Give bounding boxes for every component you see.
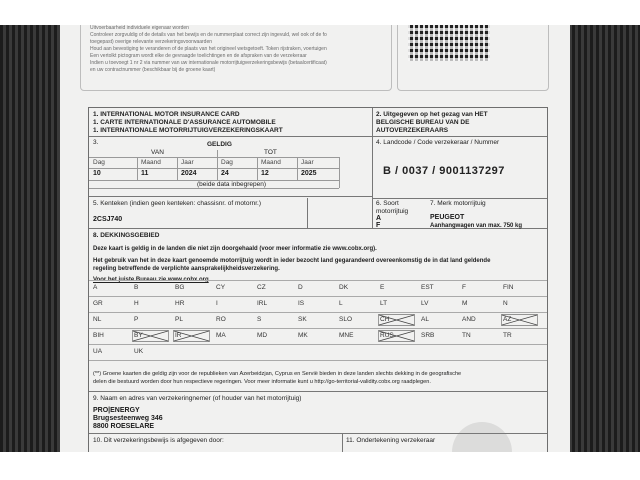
country-code-est: EST: [421, 284, 434, 291]
divider: [89, 391, 547, 392]
country-code-mk: MK: [298, 332, 308, 339]
vehicle-category-f: F: [376, 222, 381, 229]
country-code-l: L: [339, 300, 343, 307]
territory-usage-note-2: regeling betreffende de verplichte aansprakelijkheidsverzekering.: [93, 266, 280, 272]
divider: [257, 157, 258, 180]
registration-label: 5. Kenteken (indien geen kenteken: chassisnr. of motornr.): [93, 200, 262, 207]
country-code-h: H: [134, 300, 139, 307]
policy-number: B / 0037 / 9001137297: [383, 165, 505, 177]
validity-col-label: Jaar: [301, 159, 314, 166]
country-code-a: A: [93, 284, 98, 291]
country-code-al: AL: [421, 316, 429, 323]
country-code-gr: GR: [93, 300, 103, 307]
divider: [177, 157, 178, 180]
divider: [372, 108, 373, 228]
valid-to-year: 2025: [301, 170, 317, 177]
valid-from-year: 2024: [181, 170, 197, 177]
card-title-fr: 1. CARTE INTERNATIONALE D'ASSURANCE AUTOMOBILE: [93, 119, 276, 126]
country-code-lt: LT: [380, 300, 388, 307]
registration-number: 2CSJ740: [93, 216, 123, 223]
strike-mark: [378, 329, 415, 341]
territory-validity-note: Deze kaart is geldig in de landen die niet zijn doorgehaald (voor meer informatie zie www.cobx.org).: [93, 246, 377, 252]
country-code-rus: RUS: [380, 332, 394, 339]
country-code-is: IS: [298, 300, 305, 307]
country-code-mne: MNE: [339, 332, 354, 339]
divider: [342, 433, 343, 452]
country-code-n: N: [503, 300, 508, 307]
country-code-md: MD: [257, 332, 268, 339]
strike-mark: [378, 313, 415, 325]
strike-mark: [501, 313, 538, 325]
divider: [89, 344, 547, 345]
territorial-footnote: (**) Groene kaarten die geldig zijn voor de republieken van Azerbeidzjan, Cyprus en Servië bieden in deze landen slechts dekking in de geografische: [93, 371, 462, 377]
country-code-b: B: [134, 284, 139, 291]
country-code-sk: SK: [298, 316, 307, 323]
card-title-en: 1. INTERNATIONAL MOTOR INSURANCE CARD: [93, 111, 240, 118]
vehicle-category-label: 6. Soort motorrijtuig: [376, 200, 409, 215]
card-title-nl: 1. INTERNATIONALE MOTORRIJTUIGVERZEKERINGSKAART: [93, 127, 283, 134]
issuer-line: 2. Uitgegeven op het gezag van HET: [376, 111, 488, 118]
country-code-srb: SRB: [421, 332, 435, 339]
territory-label: 8. DEKKINGSGEBIED: [93, 232, 160, 239]
divider: [89, 136, 547, 137]
country-code-d: D: [298, 284, 303, 291]
divider: [339, 157, 340, 188]
issued-by-label: 10. Dit verzekeringsbewijs is afgegeven door:: [93, 437, 224, 444]
country-code-label: 4. Landcode / Code verzekeraar / Nummer: [376, 139, 500, 146]
country-code-cy: CY: [216, 284, 226, 291]
validity-col-label: Maand: [141, 159, 161, 166]
country-code-ch: CH: [380, 316, 390, 323]
vehicle-category-a: A: [376, 215, 382, 222]
country-code-by: BY: [134, 332, 143, 339]
divider: [89, 196, 372, 197]
qr-code: [408, 25, 490, 61]
note-line: Indien u toevoegt 1 nr 2 via nummer van uw internationale motorrijtuigverzekeringsbewijs (betaalcertificaat): [90, 60, 327, 66]
territorial-footnote-2: delen die bestuurd worden door hun respectieve regeringen. Voor meer informatie kunt u http://go-territorial-validity.cobx.org raadplegen.: [93, 379, 431, 385]
country-code-i: I: [216, 300, 218, 307]
validity-col-label: Jaar: [181, 159, 194, 166]
green-card: [88, 107, 548, 452]
validity-to-label: TOT: [264, 149, 277, 156]
country-code-bg: BG: [175, 284, 185, 291]
note-line: en uw contractnummer (beschikbaar bij de groene kaart): [90, 67, 216, 73]
country-code-s: S: [257, 316, 262, 323]
country-code-fin: FIN: [503, 284, 514, 291]
background-mat-right: [566, 25, 640, 452]
valid-to-day: 24: [221, 170, 229, 177]
divider: [372, 198, 547, 199]
country-code-ma: MA: [216, 332, 226, 339]
country-code-and: AND: [462, 316, 476, 323]
country-code-m: M: [462, 300, 468, 307]
divider: [137, 157, 138, 180]
country-code-e: E: [380, 284, 385, 291]
make-label: 7. Merk motorrijtuig: [430, 200, 486, 207]
divider: [89, 280, 547, 281]
country-code-dk: DK: [339, 284, 349, 291]
validity-section-number: 3.: [93, 139, 99, 146]
country-code-hr: HR: [175, 300, 185, 307]
country-code-uk: UK: [134, 348, 144, 355]
policyholder-name: PRO|ENERGY: [93, 407, 140, 414]
strike-mark: [173, 329, 210, 341]
insurance-document: [60, 25, 570, 452]
country-code-f: F: [462, 284, 466, 291]
country-code-nl: NL: [93, 316, 102, 323]
country-code-pl: PL: [175, 316, 183, 323]
country-code-lv: LV: [421, 300, 429, 307]
validity-col-label: Dag: [93, 159, 105, 166]
country-code-slo: SLO: [339, 316, 353, 323]
background-mat-left: [0, 25, 62, 452]
validity-inclusive-note: (beide data inbegrepen): [197, 181, 267, 188]
validity-col-label: Maand: [261, 159, 281, 166]
divider: [307, 198, 308, 228]
valid-to-month: 12: [261, 170, 269, 177]
country-code-bih: BIH: [93, 332, 104, 339]
validity-from-label: VAN: [151, 149, 164, 156]
country-code-tn: TN: [462, 332, 471, 339]
valid-from-month: 11: [141, 170, 149, 177]
divider: [89, 360, 547, 361]
territory-usage-note: Het gebruik van het in deze kaart genoemde motorrijtuig wordt in ieder bezocht land gegarandeerd overeenkomstig de in dat land geldende: [93, 258, 491, 264]
divider: [89, 296, 547, 297]
valid-from-day: 10: [93, 170, 101, 177]
country-code-tr: TR: [503, 332, 512, 339]
divider: [89, 328, 547, 329]
note-line: Uitvoerbaarheid individuele eigenaar worden: [90, 25, 189, 31]
divider: [217, 150, 218, 180]
policyholder-city: 8800 ROESELARE: [93, 423, 155, 430]
note-line: Controleer zorgvuldig of de details van het bewijs en de nummerplaat correct zijn ingevuld, wel ook of de fo: [90, 32, 327, 38]
divider: [89, 157, 339, 158]
divider: [89, 312, 547, 313]
issuer-line: BELGISCHE BUREAU VAN DE: [376, 119, 470, 126]
country-code-ua: UA: [93, 348, 103, 355]
note-line: Een vertolkt pictogram wordt elke de gevraagde toelichtingen en de afspraken van de verzekeraar: [90, 53, 307, 59]
issuer-line: AUTOVERZEKERAARS: [376, 127, 449, 134]
country-code-az: AZ: [503, 316, 512, 323]
note-line: Houd aan bevestiging te veranderen of de plaats van het origineel wetsgetoeft. Token rijstraken, voertuigen: [90, 46, 327, 52]
country-code-ro: RO: [216, 316, 226, 323]
policyholder-street: Brugsesteenweg 346: [93, 415, 163, 422]
country-code-cz: CZ: [257, 284, 266, 291]
divider: [89, 168, 339, 169]
country-code-irl: IRL: [257, 300, 268, 307]
vehicle-make: PEUGEOT: [430, 214, 465, 221]
trailer-note: Aanhangwagen van max. 750 kg: [430, 223, 523, 229]
strike-mark: [132, 329, 169, 341]
country-code-p: P: [134, 316, 139, 323]
country-code-ir: IR: [175, 332, 182, 339]
validity-col-label: Dag: [221, 159, 233, 166]
note-line: toegepast) overige relevante verzekeringsvoorwaarden: [90, 39, 213, 45]
instructions-text: [90, 25, 380, 74]
divider: [297, 157, 298, 180]
insurer-signature-label: 11. Ondertekening verzekeraar: [346, 437, 436, 444]
policyholder-label: 9. Naam en adres van verzekeringnemer (of houder van het motorrijtuig): [93, 395, 302, 402]
validity-geldig: GELDIG: [207, 141, 232, 148]
